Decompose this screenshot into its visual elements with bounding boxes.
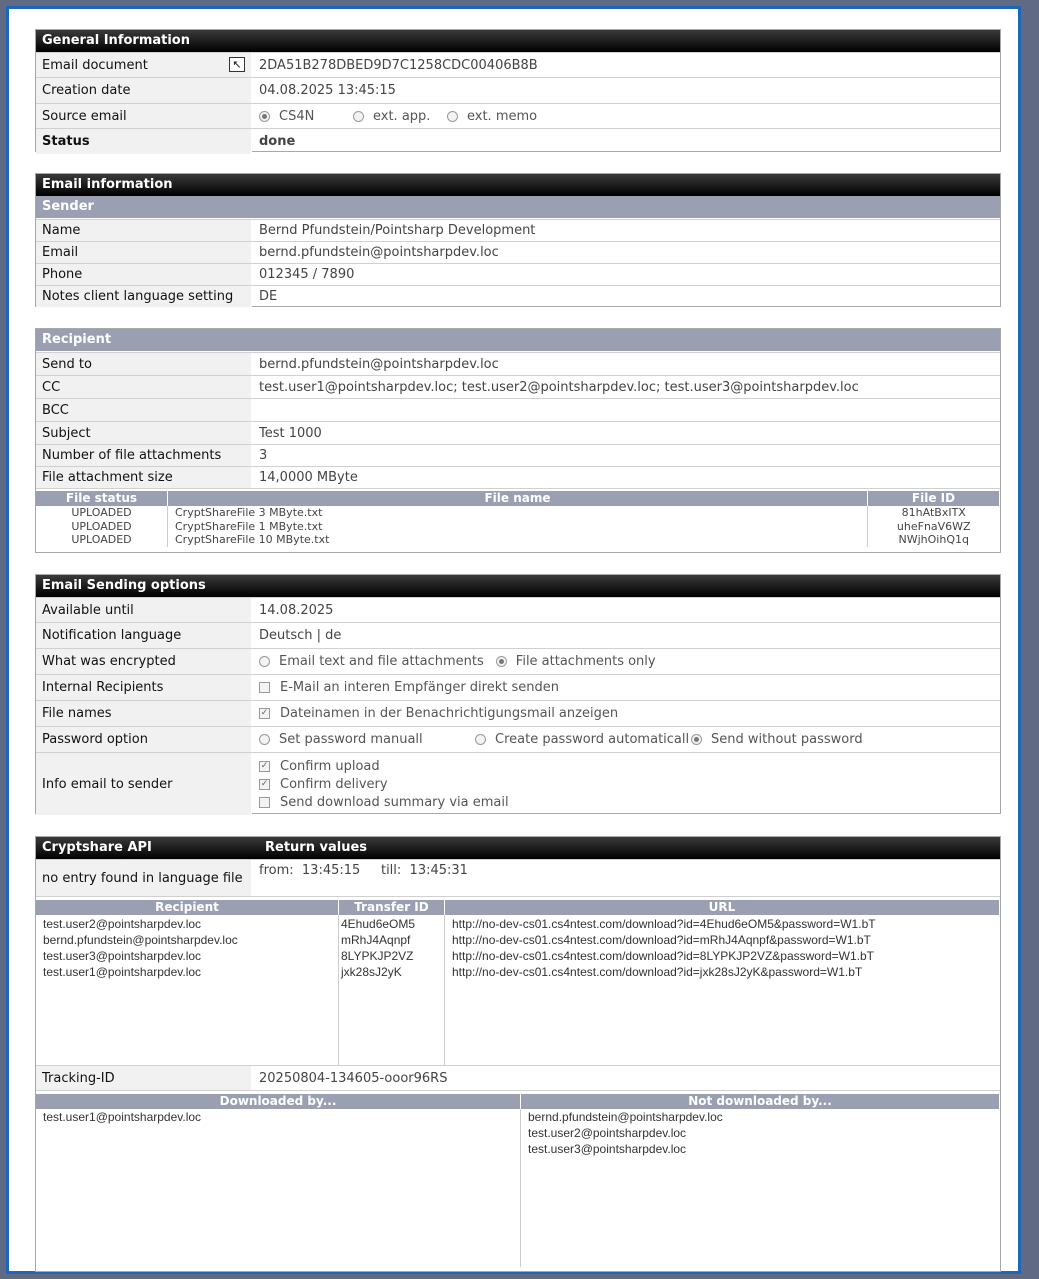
file-size-row [36, 466, 1000, 488]
info-email-row [36, 752, 1000, 815]
table-row: UPLOADED CryptShareFile 3 MByte.txt 81hAtBxITX [36, 506, 1000, 520]
transfer-url-link[interactable]: http://no-dev-cs01.cs4ntest.com/download?id=8LYPKJP2VZ&password=W1.bT [452, 949, 874, 963]
transfers-table [36, 900, 1000, 1065]
transfer-url-link[interactable]: http://no-dev-cs01.cs4ntest.com/download?id=4Ehud6eOM5&password=W1.bT [452, 917, 876, 931]
sender-language-value: DE [259, 289, 278, 304]
transfer-url-link[interactable]: http://no-dev-cs01.cs4ntest.com/download?id=jxk28sJ2yK&password=W1.bT [452, 965, 863, 979]
cryptshare-api-section [35, 836, 1001, 1272]
file-size-value: 14,0000 MByte [259, 470, 358, 485]
source-ext-app-radio[interactable]: ext. app. [353, 109, 447, 124]
status-label: Status [36, 129, 252, 154]
source-email-row [36, 103, 1000, 128]
encrypt-files-only-radio[interactable]: File attachments only [496, 654, 656, 669]
checkbox-checked-icon: ✓ [260, 708, 269, 718]
num-files-value: 3 [259, 448, 268, 463]
send-to-value: bernd.pfundstein@pointsharpdev.loc [259, 356, 499, 372]
radio-selected-icon [691, 734, 702, 745]
notification-language-label: Notification language [36, 623, 252, 648]
radio-selected-icon [259, 111, 270, 122]
num-files-label: Number of file attachments [36, 445, 252, 466]
email-information-section [35, 173, 1001, 307]
sender-name-label: Name [36, 220, 252, 241]
available-until-value: 14.08.2025 [259, 602, 334, 618]
bcc-label: BCC [36, 399, 252, 421]
internal-send-checkbox[interactable]: E-Mail an interen Empfänger direkt senden [259, 680, 559, 695]
sender-language-row [36, 285, 1000, 307]
sender-language-label: Notes client language setting [36, 286, 252, 307]
sender-name-row [36, 219, 1000, 241]
send-to-label: Send to [36, 353, 252, 375]
cc-label: CC [36, 376, 252, 398]
table-row: UPLOADED CryptShareFile 10 MByte.txt NWjhOihQ1q [36, 533, 1000, 547]
api-time-row [36, 859, 1000, 896]
password-option-row [36, 726, 1000, 752]
document-frame [6, 6, 1021, 1274]
password-option-label: Password option [36, 727, 252, 752]
section-header: General Information [36, 30, 1000, 52]
internal-recipients-row [36, 674, 1000, 700]
radio-icon [353, 111, 364, 122]
notification-language-value: Deutsch | de [259, 628, 342, 643]
radio-icon [447, 111, 458, 122]
recipient-header: Recipient [36, 900, 339, 915]
password-none-radio[interactable]: Send without password [691, 732, 863, 747]
email-document-value: 2DA51B278DBED9D7C1258CDC00406B8B [259, 57, 538, 73]
downloaded-recipient: test.user1@pointsharpdev.loc [43, 1110, 202, 1124]
not-downloaded-recipient: test.user3@pointsharpdev.loc [528, 1142, 687, 1156]
not-downloaded-recipient: test.user2@pointsharpdev.loc [528, 1126, 687, 1140]
source-email-label: Source email [36, 104, 252, 128]
internal-recipients-label: Internal Recipients [36, 675, 252, 700]
sender-phone-row [36, 263, 1000, 285]
notification-language-row [36, 622, 1000, 648]
tracking-id-value: 20250804-134605-ooor96RS [259, 1070, 448, 1086]
not-downloaded-recipient: bernd.pfundstein@pointsharpdev.loc [528, 1110, 723, 1124]
status-row [36, 128, 1000, 154]
file-id-header: File ID [868, 491, 1000, 506]
till-label: till: [380, 863, 402, 878]
downloaded-header: Downloaded by... [36, 1094, 521, 1109]
subject-row [36, 421, 1000, 444]
tracking-id-row [36, 1065, 1000, 1090]
url-header: URL [445, 900, 1000, 915]
table-row: UPLOADED CryptShareFile 1 MByte.txt uheFnaV6WZ [36, 520, 1000, 534]
sender-name-value: Bernd Pfundstein/Pointsharp Development [259, 223, 536, 238]
password-auto-radio[interactable]: Create password automaticall [475, 732, 691, 747]
file-names-label: File names [36, 701, 252, 726]
return-values-header: Return values [265, 840, 368, 855]
recipient-subheader: Recipient [36, 329, 1000, 352]
send-to-row [36, 352, 1000, 375]
password-manual-radio[interactable]: Set password manuall [259, 732, 475, 747]
subject-label: Subject [36, 422, 252, 444]
subject-value: Test 1000 [259, 425, 322, 441]
radio-icon [259, 656, 270, 667]
source-cs4n-radio[interactable]: CS4N [259, 109, 353, 124]
available-until-row [36, 597, 1000, 622]
bcc-row [36, 398, 1000, 421]
checkbox-icon [259, 797, 270, 808]
file-name-header: File name [168, 491, 868, 506]
cc-row [36, 375, 1000, 398]
email-document-label: Email document [42, 57, 148, 73]
sender-subheader: Sender [36, 196, 1000, 219]
tracking-id-label: Tracking-ID [36, 1066, 252, 1090]
sender-email-value: bernd.pfundstein@pointsharpdev.loc [259, 245, 499, 260]
open-document-icon[interactable]: ↖ [229, 57, 245, 72]
file-size-label: File attachment size [36, 467, 252, 488]
info-email-label: Info email to sender [36, 753, 252, 815]
till-value: 13:45:31 [409, 863, 468, 878]
encrypt-text-and-files-radio[interactable]: Email text and file attachments [259, 654, 484, 669]
file-status-header: File status [36, 491, 168, 506]
section-header: Email information [36, 174, 1000, 196]
checkbox-checked-icon: ✓ [260, 760, 269, 771]
sender-email-row [36, 241, 1000, 263]
checkbox-checked-icon: ✓ [260, 778, 269, 789]
available-until-label: Available until [36, 598, 252, 622]
from-value: 13:45:15 [301, 863, 361, 878]
sender-phone-label: Phone [36, 264, 252, 285]
confirm-upload-checkbox[interactable]: ✓ Confirm upload [260, 758, 380, 774]
show-file-names-checkbox[interactable]: ✓ Dateinamen in der Benachrichtigungsmail anzeigen [260, 706, 619, 721]
table-row: test.user2@pointsharpdev.loc bernd.pfundstein@pointsharpdev.loc test.user3@pointsharpdev.loc test.user1@pointsharpdev.loc 4Ehud6eOM5 mRhJ4Aqnpf 8LYPKJP2VZ jxk28sJ2yK http://no-dev-cs01.cs4ntest.com/download?id=4Ehud6eOM5&password=W1.bT http://no-dev-cs01.cs4ntest.com/download?id=mRhJ4Aqnpf&password=W1.bT http://no-dev-cs01.cs4ntest.com/download?id=8LYPKJP2VZ&password=W1.bT http://no-dev-cs01.cs4ntest.com/download?id=jxk28sJ2yK&password=W1.bT [36, 915, 1000, 1065]
cc-value: test.user1@pointsharpdev.loc; test.user2@pointsharpdev.loc; test.user3@pointsharpdev.loc [259, 379, 859, 395]
sender-phone-value: 012345 / 7890 [259, 267, 355, 282]
radio-selected-icon [496, 656, 507, 667]
section-header: Cryptshare API [42, 840, 152, 855]
sender-email-label: Email [36, 242, 252, 263]
not-downloaded-header: Not downloaded by... [521, 1094, 1000, 1109]
encrypted-row [36, 648, 1000, 674]
download-summary-checkbox[interactable]: Send download summary via email [259, 795, 509, 810]
source-ext-memo-radio[interactable]: ext. memo [447, 109, 537, 124]
email-sending-options-section [35, 574, 1001, 814]
num-files-row [36, 444, 1000, 466]
status-value: done [259, 134, 296, 149]
checkbox-icon [259, 682, 270, 693]
transfer-url-link[interactable]: http://no-dev-cs01.cs4ntest.com/download?id=mRhJ4Aqnpf&password=W1.bT [452, 933, 871, 947]
language-file-label: no entry found in language file [36, 860, 252, 896]
creation-date-label: Creation date [36, 78, 252, 103]
download-status-table [36, 1094, 1000, 1267]
files-table [36, 491, 1000, 547]
creation-date-row [36, 77, 1000, 103]
confirm-delivery-checkbox[interactable]: ✓ Confirm delivery [260, 776, 388, 792]
email-document-row [36, 52, 1000, 77]
encrypted-label: What was encrypted [36, 649, 252, 674]
section-header: Email Sending options [36, 575, 1000, 597]
bcc-value [252, 399, 1000, 421]
radio-icon [259, 734, 270, 745]
general-information-section [35, 29, 1001, 152]
radio-icon [475, 734, 486, 745]
creation-date-value: 04.08.2025 13:45:15 [259, 83, 396, 98]
from-label: from: [259, 863, 294, 878]
recipient-section [35, 328, 1001, 553]
file-names-row [36, 700, 1000, 726]
transfer-id-header: Transfer ID [339, 900, 445, 915]
